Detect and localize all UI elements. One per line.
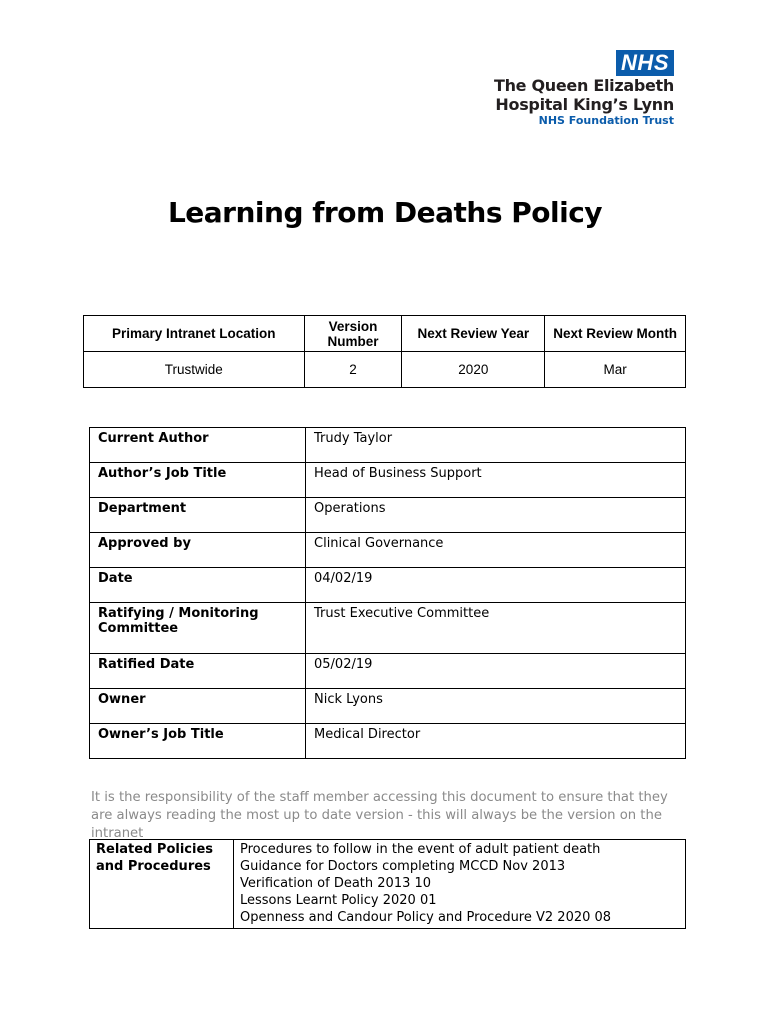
trust-name-line1: The Queen Elizabeth <box>493 76 674 95</box>
related-item: Openness and Candour Policy and Procedure V2 2020 08 <box>240 910 612 925</box>
details-row <box>90 498 686 533</box>
related-label: Related Policies and Procedures <box>90 840 234 929</box>
details-value: Nick Lyons <box>306 689 686 724</box>
details-row <box>90 428 686 463</box>
details-value: Medical Director <box>306 724 686 759</box>
trust-name-line3: NHS Foundation Trust <box>538 114 674 127</box>
details-value: Head of Business Support <box>306 463 686 498</box>
header-version-number: Version Number <box>304 316 402 352</box>
details-label: Approved by <box>90 533 306 568</box>
details-label: Author’s Job Title <box>90 463 306 498</box>
details-row <box>90 654 686 689</box>
details-row <box>90 568 686 603</box>
value-next-review-year: 2020 <box>402 352 545 388</box>
details-row <box>90 603 686 654</box>
trust-name-line2: Hospital King’s Lynn <box>495 95 674 114</box>
details-value: 04/02/19 <box>306 568 686 603</box>
related-item: Verification of Death 2013 10 <box>240 876 432 891</box>
related-item: Procedures to follow in the event of adult patient death <box>240 842 601 857</box>
value-version-number: 2 <box>304 352 402 388</box>
version-control-notice: It is the responsibility of the staff member accessing this document to ensure that they are always reading the most up to date version - this will always be the version on the intranet <box>91 790 668 841</box>
details-row <box>90 724 686 759</box>
details-label: Ratified Date <box>90 654 306 689</box>
summary-header-row <box>84 316 686 352</box>
value-next-review-month: Mar <box>545 352 686 388</box>
details-table <box>89 427 686 759</box>
related-item: Guidance for Doctors completing MCCD Nov 2013 <box>240 859 566 874</box>
header-intranet-location: Primary Intranet Location <box>84 316 305 352</box>
nhs-logo-mark: NHS <box>616 50 674 76</box>
details-row <box>90 533 686 568</box>
related-item: Lessons Learnt Policy 2020 01 <box>240 893 437 908</box>
header-next-review-month: Next Review Month <box>545 316 686 352</box>
details-label: Owner’s Job Title <box>90 724 306 759</box>
related-policies-table <box>89 839 686 929</box>
details-row <box>90 463 686 498</box>
nhs-trust-logo <box>494 50 674 128</box>
details-label: Date <box>90 568 306 603</box>
details-value: Clinical Governance <box>306 533 686 568</box>
details-label: Ratifying / Monitoring Committee <box>90 603 306 654</box>
details-label: Owner <box>90 689 306 724</box>
value-intranet-location: Trustwide <box>84 352 305 388</box>
details-label: Department <box>90 498 306 533</box>
related-list <box>234 840 686 929</box>
details-row <box>90 689 686 724</box>
details-value: Trudy Taylor <box>306 428 686 463</box>
header-next-review-year: Next Review Year <box>402 316 545 352</box>
document-title: Learning from Deaths Policy <box>167 196 603 229</box>
summary-value-row <box>84 352 686 388</box>
details-value: 05/02/19 <box>306 654 686 689</box>
details-value: Trust Executive Committee <box>306 603 686 654</box>
details-label: Current Author <box>90 428 306 463</box>
summary-table <box>83 315 686 388</box>
details-value: Operations <box>306 498 686 533</box>
related-row <box>90 840 686 929</box>
